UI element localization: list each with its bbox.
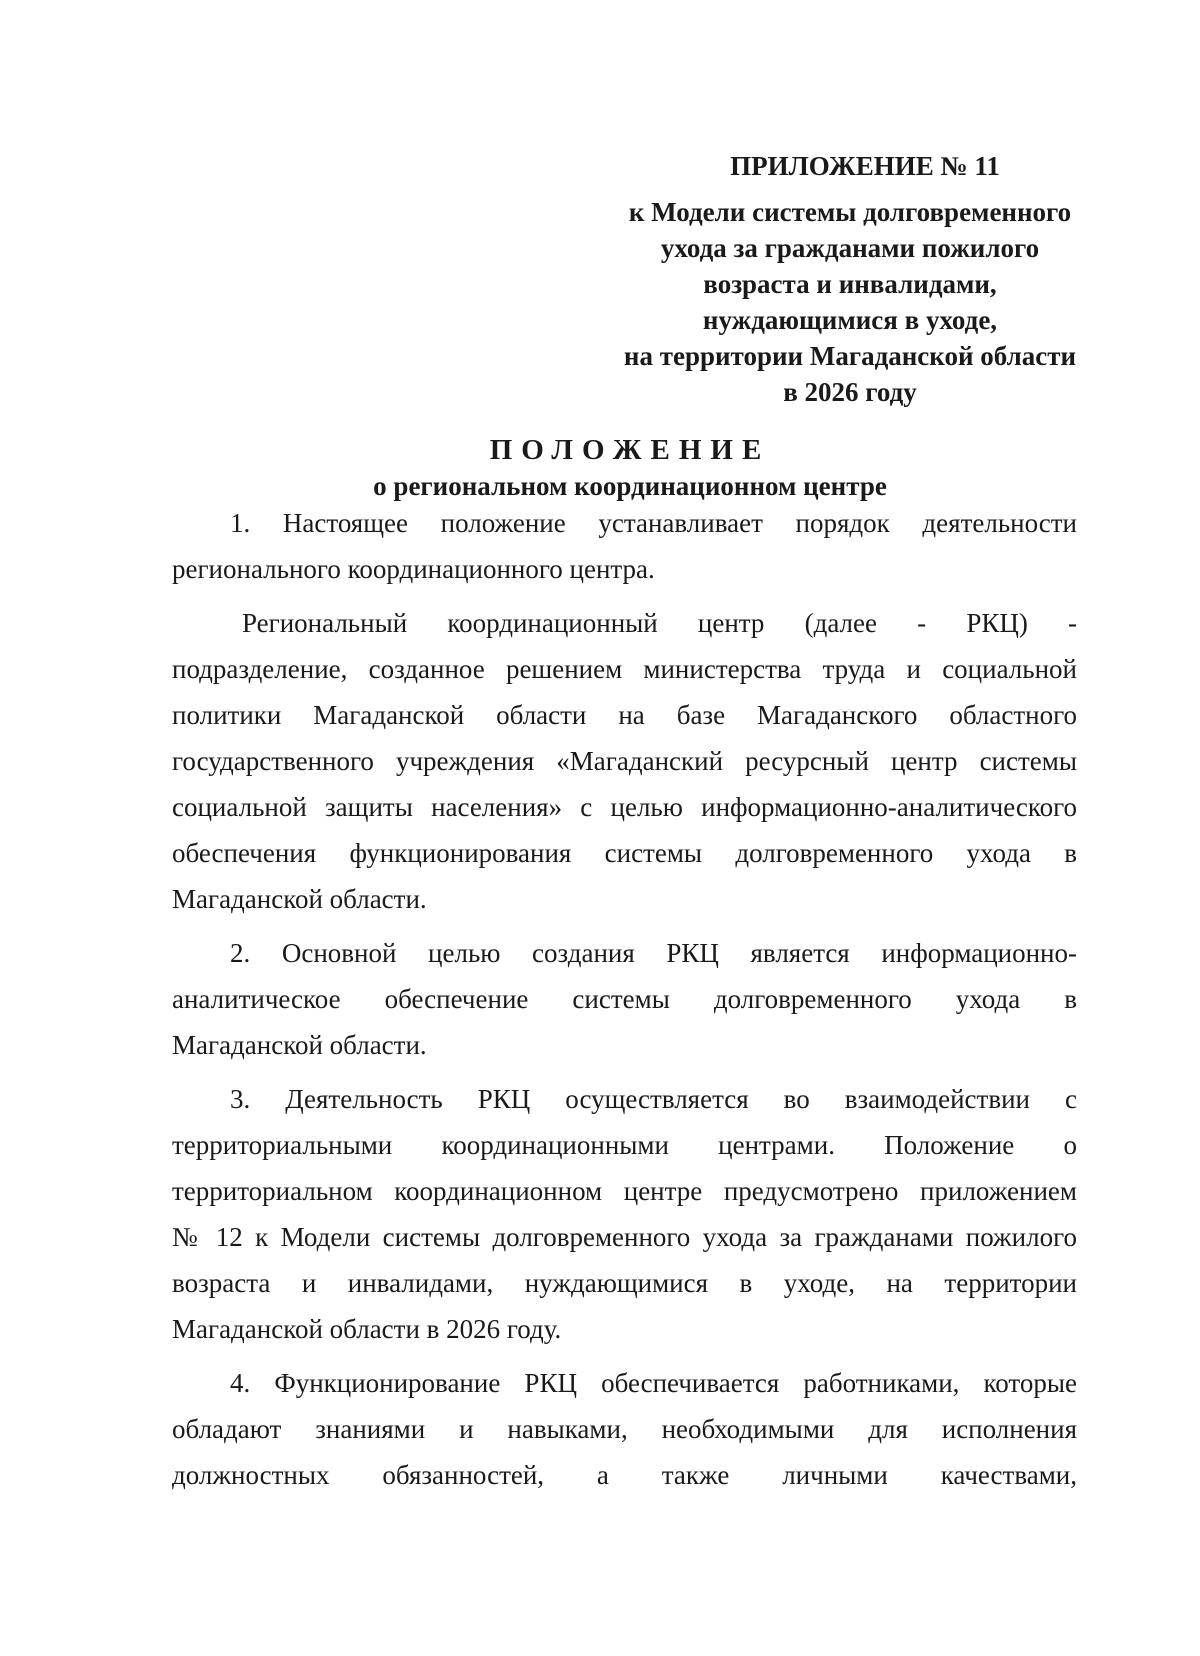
paragraph-line: территориальном координационном центре предусмотрено приложением — [172, 1176, 1077, 1206]
appendix-line: возраста и инвалидами, — [703, 269, 997, 299]
appendix-line: в 2026 году — [783, 377, 917, 407]
paragraph-line: Магаданской области. — [172, 1030, 427, 1060]
paragraph-line: должностных обязанностей, а также личными качествами, — [172, 1460, 1077, 1490]
paragraph-line: 2. Основной целью создания РКЦ является информационно- — [230, 938, 1077, 968]
paragraph-line: возраста и инвалидами, нуждающимися в уходе, на территории — [172, 1268, 1077, 1298]
appendix-line: к Модели системы долговременного — [628, 197, 1072, 227]
paragraph-line: обладают знаниями и навыками, необходимыми для исполнения — [172, 1414, 1077, 1444]
paragraph-line: территориальными координационными центрами. Положение о — [172, 1130, 1077, 1160]
paragraph-4 — [172, 1360, 1077, 1498]
appendix-line: на территории Магаданской области — [623, 341, 1077, 371]
document-body — [172, 500, 1077, 1498]
paragraph-line: 4. Функционирование РКЦ обеспечивается работниками, которые — [230, 1368, 1077, 1398]
appendix-title: ПРИЛОЖЕНИЕ № 11 — [730, 151, 1000, 181]
document-title: ПОЛОЖЕНИЕ — [489, 434, 771, 466]
appendix-line: ухода за гражданами пожилого — [660, 233, 1040, 263]
paragraph-3 — [172, 1076, 1077, 1352]
paragraph-line: № 12 к Модели системы долговременного ухода за гражданами пожилого — [172, 1222, 1077, 1252]
paragraph-line: обеспечения функционирования системы долговременного ухода в — [172, 838, 1077, 868]
appendix-header — [600, 148, 1100, 410]
paragraph-1-cont — [172, 600, 1077, 922]
paragraph-line: 1. Настоящее положение устанавливает порядок деятельности — [230, 508, 1077, 538]
paragraph-line: политики Магаданской области на базе Магаданского областного — [172, 700, 1077, 730]
paragraph-line: Региональный координационный центр (далее - РКЦ) - — [242, 608, 1077, 638]
paragraph-2 — [172, 930, 1077, 1068]
paragraph-line: подразделение, созданное решением министерства труда и социальной — [172, 654, 1077, 684]
paragraph-line: 3. Деятельность РКЦ осуществляется во взаимодействии с — [230, 1084, 1077, 1114]
paragraph-line: Магаданской области. — [172, 884, 427, 914]
document-subtitle: о региональном координационном центре — [373, 471, 887, 501]
paragraph-line: социальной защиты населения» с целью информационно-аналитического — [172, 792, 1077, 822]
paragraph-line: государственного учреждения «Магаданский ресурсный центр системы — [172, 746, 1077, 776]
paragraph-1 — [172, 500, 1077, 592]
paragraph-line: Магаданской области в 2026 году. — [172, 1314, 562, 1344]
appendix-line: нуждающимися в уходе, — [702, 305, 998, 335]
paragraph-line: регионального координационного центра. — [172, 554, 655, 584]
paragraph-line: аналитическое обеспечение системы долговременного ухода в — [172, 984, 1077, 1014]
